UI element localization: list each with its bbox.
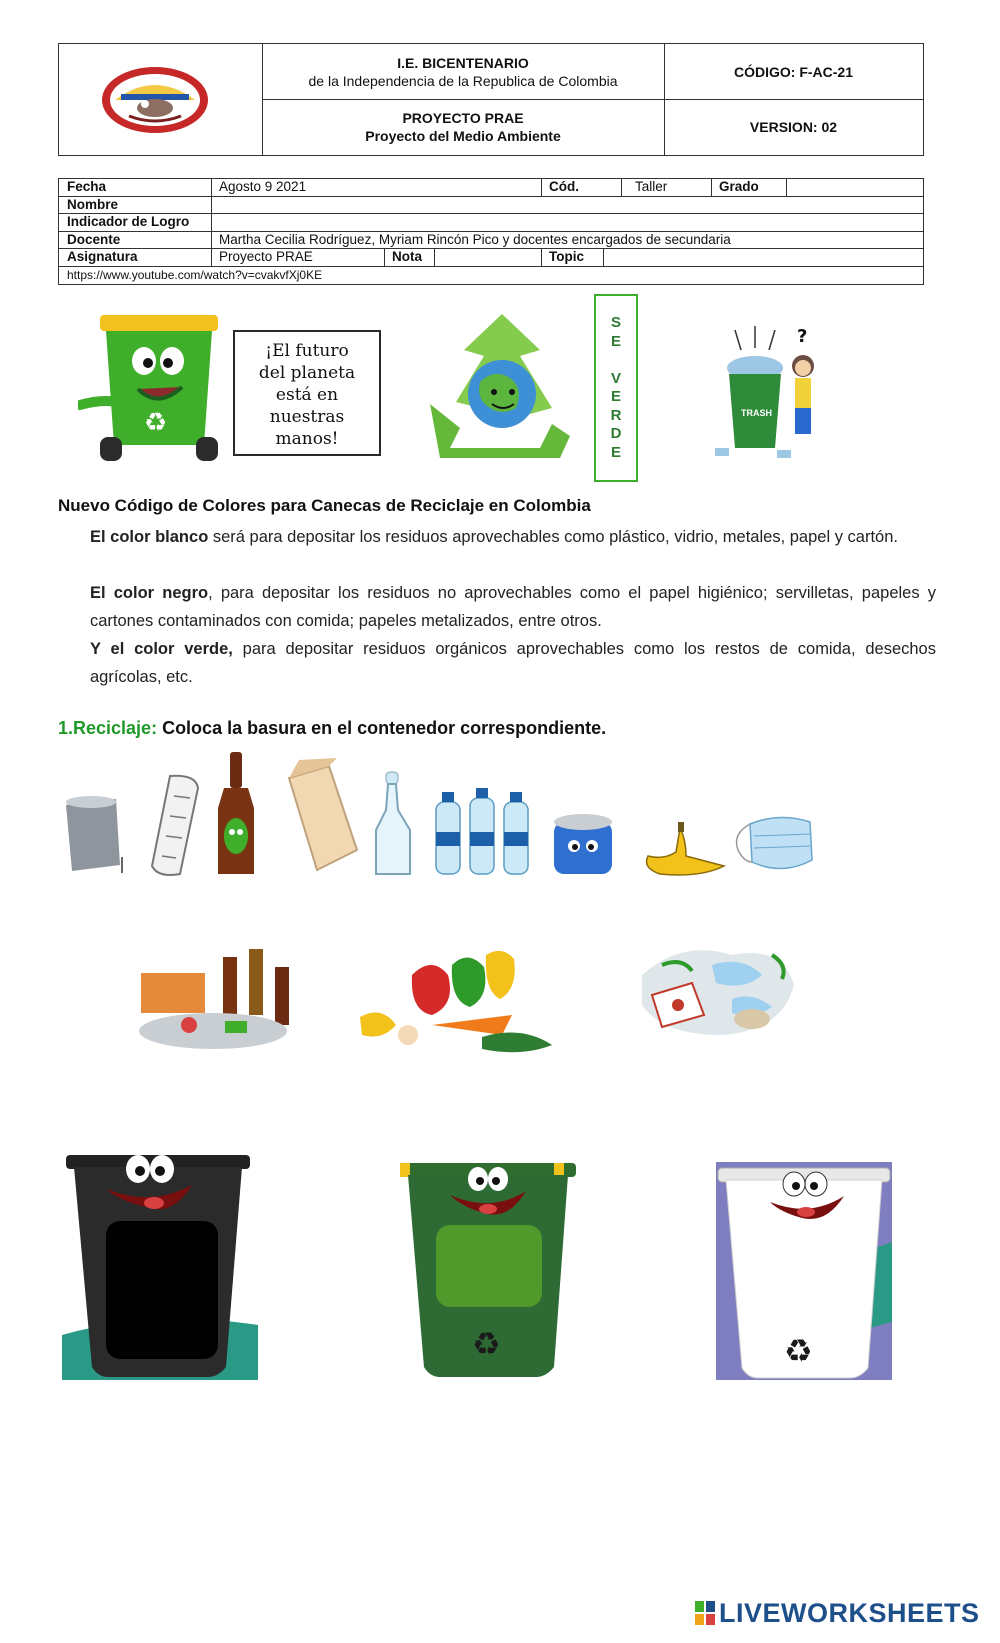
white-bin-text: será para depositar los residuos aprovechables como plástico, vidrio, metales, papel y cartón. <box>208 528 898 546</box>
info-table <box>58 178 924 285</box>
docente-label: Docente <box>67 231 121 247</box>
banana-peel-item[interactable] <box>640 820 730 880</box>
se-verde-gap <box>596 351 636 370</box>
nombre-label: Nombre <box>67 196 119 212</box>
indicador-field[interactable] <box>211 214 923 231</box>
svg-text:♻: ♻ <box>472 1325 501 1363</box>
black-bin-paragraph <box>90 579 936 635</box>
nombre-field[interactable] <box>211 197 923 214</box>
recycling-earth-image <box>420 308 585 463</box>
asignatura-value: Proyecto PRAE <box>219 249 313 265</box>
quote-line: nuestras <box>269 407 345 427</box>
white-bin-paragraph <box>90 523 936 551</box>
white-bin-label: El color blanco <box>90 528 209 546</box>
fecha-label: Fecha <box>67 179 107 194</box>
non-recyclable-waste-image <box>632 935 802 1040</box>
info-row-nombre <box>59 197 923 215</box>
se-verde-letter: E <box>610 388 621 405</box>
topic-field[interactable] <box>603 249 923 266</box>
black-bin-label: El color negro <box>90 584 209 602</box>
info-row-fecha <box>59 179 923 197</box>
indicador-label: Indicador de Logro <box>67 214 190 230</box>
quote-sign <box>233 330 381 456</box>
topic-label: Topic <box>549 249 584 265</box>
nota-field[interactable] <box>434 249 549 266</box>
task-instruction: Coloca la basura en el contenedor correspondiente. <box>157 718 607 738</box>
asignatura-label: Asignatura <box>67 249 138 265</box>
grado-label: Grado <box>719 179 759 194</box>
se-verde-letter: E <box>610 332 621 350</box>
version-cell: VERSION: 02 <box>749 119 838 135</box>
green-bin-mascot-image <box>78 305 238 465</box>
section-title: Nuevo Código de Colores para Canecas de Reciclaje en Colombia <box>58 496 591 515</box>
green-bin-paragraph <box>90 635 936 691</box>
trash-label: TRASH <box>741 408 772 418</box>
milk-carton-item[interactable] <box>285 758 365 878</box>
liveworksheets-mark-icon <box>695 1601 715 1625</box>
school-subtitle: de la Independencia de la Republica de Colombia <box>308 72 618 89</box>
info-row-link <box>59 267 923 284</box>
svg-text:♻: ♻ <box>144 408 168 438</box>
quote-line: ¡El futuro <box>265 341 349 361</box>
grado-value[interactable] <box>786 179 931 196</box>
project-subtitle: Proyecto del Medio Ambiente <box>365 128 561 144</box>
quote-line: está en <box>275 385 339 405</box>
project-name: PROYECTO PRAE <box>402 110 524 126</box>
recyclables-pile-image <box>133 945 305 1055</box>
se-verde-letter: D <box>610 425 622 442</box>
svg-text:♻: ♻ <box>784 1332 813 1370</box>
liveworksheets-text: LIVEWORKSHEETS <box>719 1598 980 1628</box>
nota-label: Nota <box>392 249 422 265</box>
se-verde-letter: V <box>610 369 621 387</box>
liveworksheets-logo[interactable] <box>695 1598 980 1629</box>
black-bin-text: , para depositar los residuos no aprovechables como el papel higiénico; servilletas, papeles y cartones contaminados con comida; papeles metalizados, entre otros. <box>90 584 936 630</box>
newspaper-item[interactable] <box>146 772 206 880</box>
se-verde-letter: E <box>610 443 621 461</box>
school-name-cell <box>262 44 664 99</box>
video-link[interactable]: https://www.youtube.com/watch?v=cvakvfXj0KE <box>67 268 323 282</box>
green-bin-target[interactable] <box>400 1155 576 1380</box>
food-can-item[interactable] <box>550 808 616 878</box>
task-heading <box>58 718 606 739</box>
code-cell: CÓDIGO: F-AC-21 <box>734 63 853 80</box>
school-name: I.E. BICENTENARIO <box>397 54 529 71</box>
cod-label: Cód. <box>549 179 579 194</box>
green-bin-text: para depositar residuos orgánicos aprovechables como los restos de comida, desechos agrícolas, etc. <box>90 640 936 686</box>
project-cell <box>262 99 664 155</box>
face-mask-item[interactable] <box>730 810 820 880</box>
green-bin-label: Y el color verde, <box>90 640 233 658</box>
svg-text:?: ? <box>797 326 808 347</box>
school-logo <box>99 64 211 136</box>
beer-bottle-item[interactable] <box>212 748 262 880</box>
glass-bottle-item[interactable] <box>366 770 418 880</box>
quote-line: del planeta <box>258 363 356 383</box>
fecha-value[interactable]: Agosto 9 2021 <box>219 179 307 194</box>
cod-value[interactable]: Taller <box>635 179 668 194</box>
se-verde-box <box>594 294 638 482</box>
organic-waste-image <box>352 945 570 1060</box>
docente-value: Martha Cecilia Rodríguez, Myriam Rincón Pico y docentes encargados de secundaria <box>219 231 731 247</box>
info-row-indicador <box>59 214 923 232</box>
white-bin-target[interactable] <box>716 1162 892 1380</box>
se-verde-letter: S <box>610 314 621 331</box>
header-table <box>58 43 924 156</box>
water-bottles-item[interactable] <box>432 788 537 878</box>
tin-can-item[interactable] <box>58 795 128 875</box>
task-number: 1.Reciclaje: <box>58 718 158 738</box>
info-row-docente <box>59 232 923 250</box>
quote-line: manos! <box>275 429 339 449</box>
se-verde-letter: R <box>610 406 622 424</box>
info-row-asignatura <box>59 249 923 267</box>
black-bin-target[interactable] <box>62 1145 258 1380</box>
trash-girl-image <box>715 322 835 462</box>
